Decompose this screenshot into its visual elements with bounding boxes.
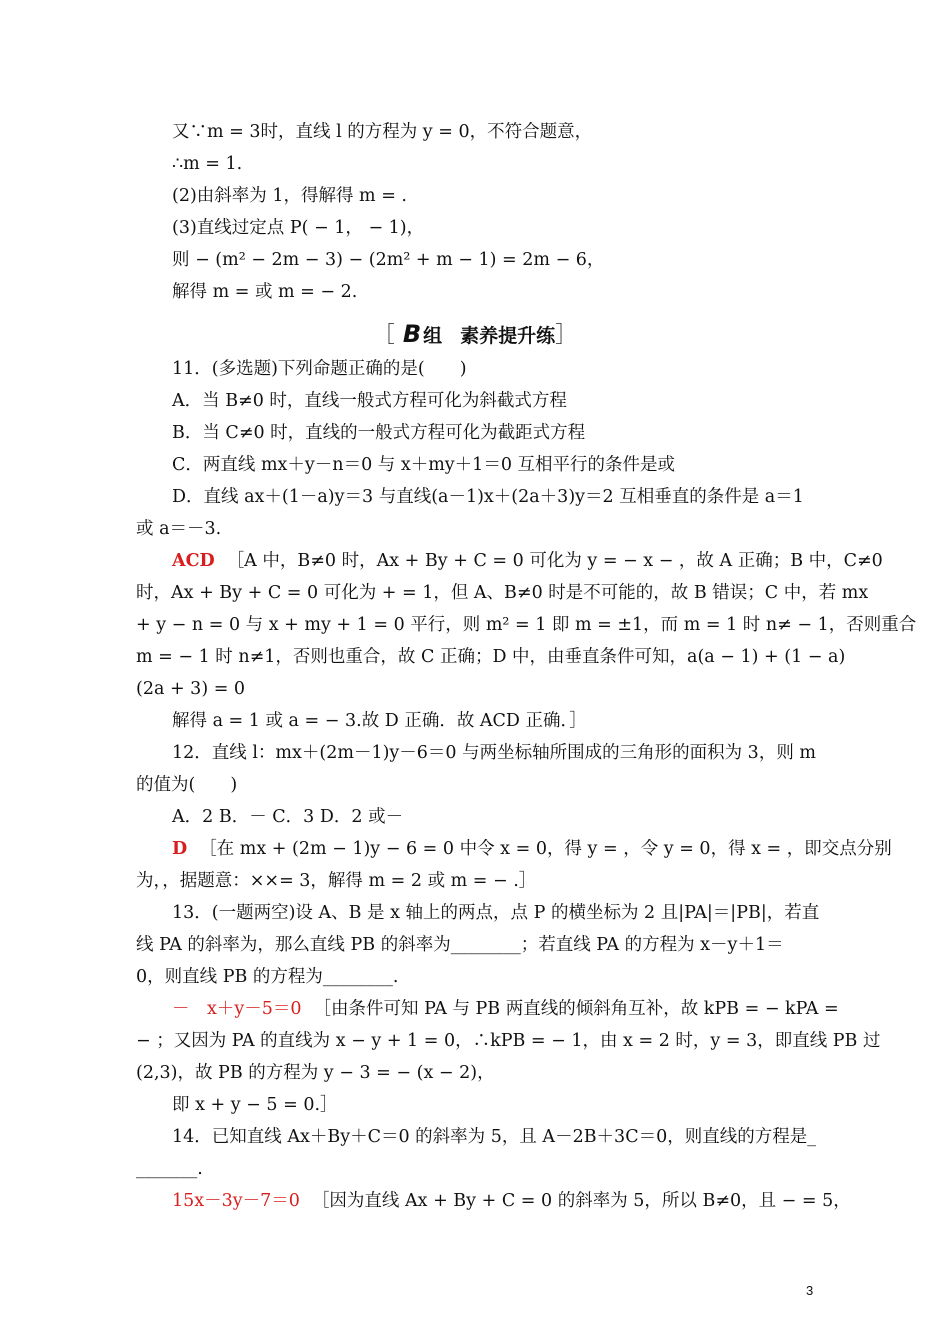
section-header	[0, 318, 950, 349]
option-d: D．直线 ax＋(1－a)y＝3 与直线(a－1)x＋(2a＋3)y＝2 互相垂直的条件是 a＝1	[172, 487, 804, 507]
explanation-text: ［A 中，B≠0 时，Ax + By + C = 0 可化为 y = − x − ，故 A 正确；B 中，C≠0	[226, 551, 883, 571]
explanation-line: (2,3)，故 PB 的方程为 y − 3 = − (x − 2)，	[136, 1063, 495, 1083]
text-line: 解得 m = 或 m = − 2.	[172, 282, 358, 302]
explanation-line: 即 x + y − 5 = 0.］	[172, 1095, 338, 1115]
question-stem: 14．已知直线 Ax＋By＋C＝0 的斜率为 5，且 A－2B＋3C＝0，则直线的方程是_	[172, 1127, 816, 1147]
answer-label: 15x－3y－7＝0	[172, 1191, 300, 1211]
text-line: 又∵m = 3时，直线 l 的方程为 y = 0，不符合题意，	[172, 122, 593, 142]
explanation-text: ［因为直线 Ax + By + C = 0 的斜率为 5，所以 B≠0，且 − = 5，	[311, 1191, 851, 1211]
question-stem: 12．直线 l：mx＋(2m－1)y－6＝0 与两坐标轴所围成的三角形的面积为 3，则 m	[172, 743, 816, 763]
question-stem-cont: 的值为( )	[136, 775, 238, 795]
answer-label: － x＋y－5＝0	[172, 999, 302, 1019]
explanation-line: 解得 a = 1 或 a = − 3.故 D 正确．故 ACD 正确．］	[172, 711, 587, 731]
right-bracket: ］	[555, 323, 578, 348]
text-line: 则 − (m² − 2m − 3) − (2m² + m − 1) = 2m − 6，	[172, 250, 605, 270]
explanation-line: + y − n = 0 与 x + my + 1 = 0 平行，则 m² = 1 即 m = ±1，而 m = 1 时 n≠ − 1，否则重合	[136, 615, 917, 635]
option-d-cont: 或 a＝－3.	[136, 519, 222, 539]
explanation-line	[172, 549, 883, 573]
question-stem-cont: _______.	[136, 1159, 203, 1179]
explanation-line: 为，，据题意：××= 3，解得 m = 2 或 m = − .］	[136, 871, 537, 891]
question-stem: 11．(多选题)下列命题正确的是( )	[172, 359, 467, 379]
options-line: A．2 B．－ C．3 D．2 或－	[172, 807, 404, 827]
text-line: ∴m = 1.	[172, 154, 243, 174]
explanation-text: ［在 mx + (2m − 1)y − 6 = 0 中令 x = 0，得 y = ，令 y = 0，得 x = ，即交点分别	[199, 839, 892, 859]
explanation-line: (2a + 3) = 0	[136, 679, 246, 699]
group-word: 组	[423, 325, 443, 347]
text-line: (3)直线过定点 P( − 1， − 1)，	[172, 218, 425, 238]
option-b: B．当 C≠0 时，直线的一般式方程可化为截距式方程	[172, 423, 586, 443]
page-number: 3	[806, 1283, 814, 1298]
text-line: (2)由斜率为 1，得解得 m = .	[172, 186, 407, 206]
answer-label: ACD	[172, 551, 215, 571]
group-letter: B	[402, 320, 422, 348]
question-stem-cont: 0，则直线 PB 的方程为________.	[136, 967, 399, 987]
option-a: A．当 B≠0 时，直线一般式方程可化为斜截式方程	[172, 391, 567, 411]
explanation-line: − ；又因为 PA 的直线为 x − y + 1 = 0，∴kPB = − 1，由 x = 2 时，y = 3，即直线 PB 过	[136, 1031, 881, 1051]
explanation-line	[172, 1189, 851, 1213]
explanation-text: ［由条件可知 PA 与 PB 两直线的倾斜角互补，故 kPB = − kPA =	[313, 999, 839, 1019]
question-stem-cont: 线 PA 的斜率为，那么直线 PB 的斜率为________；若直线 PA 的方程为 x－y＋1＝	[136, 935, 784, 955]
question-stem: 13．(一题两空)设 A、B 是 x 轴上的两点，点 P 的横坐标为 2 且|PA|＝|PB|，若直	[172, 903, 820, 923]
explanation-line: 时，Ax + By + C = 0 可化为 + = 1，但 A、B≠0 时是不可能的，故 B 错误；C 中，若 mx	[136, 583, 869, 603]
answer-label: D	[172, 839, 188, 859]
explanation-line: m = − 1 时 n≠1，否则也重合，故 C 正确；D 中，由垂直条件可知，a(a − 1) + (1 − a)	[136, 647, 846, 667]
option-c: C．两直线 mx＋y－n＝0 与 x＋my＋1＝0 互相平行的条件是或	[172, 455, 676, 475]
explanation-line	[172, 997, 839, 1021]
section-title: 素养提升练	[460, 325, 556, 347]
explanation-line	[172, 837, 892, 861]
left-bracket: ［	[372, 323, 395, 348]
